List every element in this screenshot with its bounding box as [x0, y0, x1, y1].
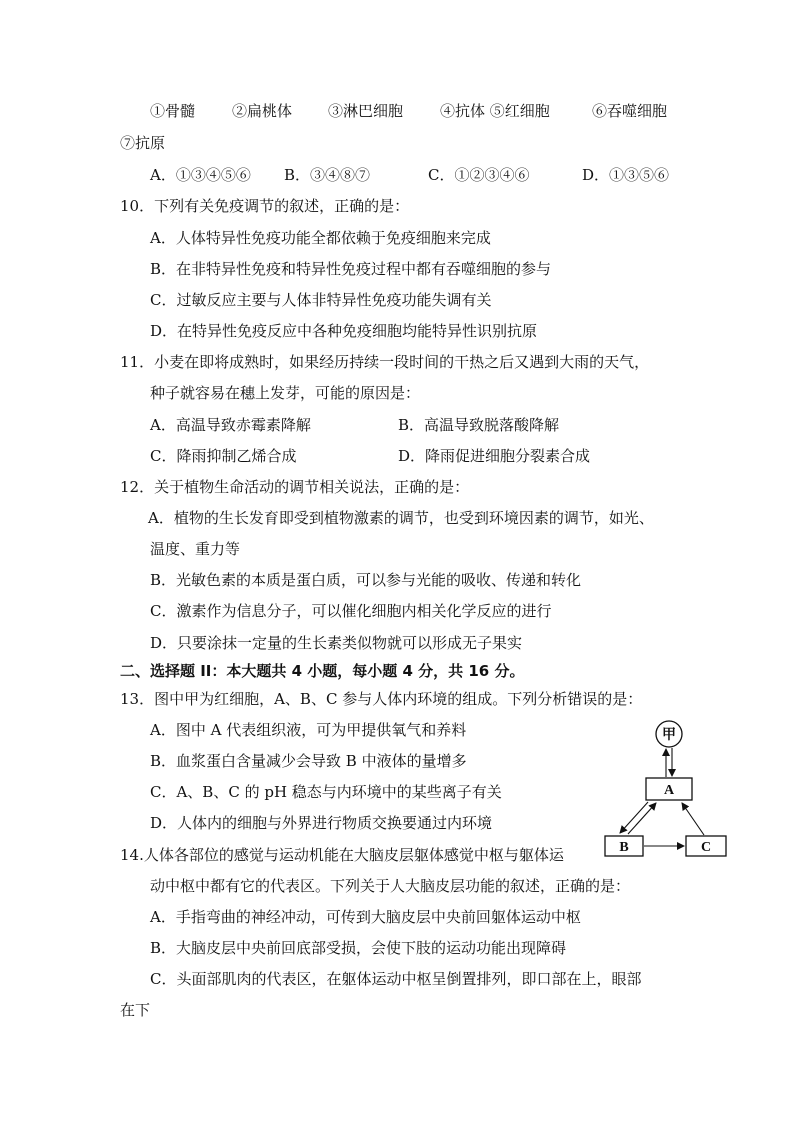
q13-option-a: A．图中 A 代表组织液，可为甲提供氧气和养料: [150, 721, 467, 739]
arrow-a-to-b: [620, 802, 648, 833]
item-2: ②扁桃体: [232, 102, 293, 120]
q12-stem: 12．关于植物生命活动的调节相关说法，正确的是：: [120, 478, 470, 496]
node-c-label: C: [700, 840, 712, 855]
q11-stem-line1: 11．小麦在即将成熟时，如果经历持续一段时间的干热之后又遇到大雨的天气，: [120, 353, 650, 371]
item-6: ⑥吞噬细胞: [592, 102, 668, 120]
arrow-b-to-a: [628, 803, 656, 834]
item-7: ⑦抗原: [120, 134, 166, 152]
q10-option-a: A．人体特异性免疫功能全都依赖于免疫细胞来完成: [150, 229, 491, 247]
section-2-heading: 二、选择题 II：本大题共 4 小题，每小题 4 分，共 16 分。: [120, 662, 525, 680]
q12-option-b: B．光敏色素的本质是蛋白质，可以参与光能的吸收、传递和转化: [150, 571, 582, 589]
q12-option-a-line2: 温度、重力等: [150, 540, 241, 558]
q13-option-d: D．人体内的细胞与外界进行物质交换要通过内环境: [150, 814, 493, 832]
node-jia-label: 甲: [662, 728, 676, 743]
q14-option-c-line2: 在下: [120, 1001, 151, 1019]
q10-stem: 10．下列有关免疫调节的叙述，正确的是：: [120, 197, 410, 215]
q14-stem-line1: 14.人体各部位的感觉与运动机能在大脑皮层躯体感觉中枢与躯体运: [120, 846, 564, 864]
q12-option-a-line1: A．植物的生长发育即受到植物激素的调节，也受到环境因素的调节，如光、: [148, 509, 654, 527]
q11-option-b: B．高温导致脱落酸降解: [398, 416, 560, 434]
q11-option-a: A．高温导致赤霉素降解: [150, 416, 311, 434]
q14-option-b: B．大脑皮层中央前回底部受损，会使下肢的运动功能出现障碍: [150, 939, 567, 957]
q14-stem-line2: 动中枢中都有它的代表区。下列关于人大脑皮层功能的叙述，正确的是：: [150, 877, 631, 895]
q12-option-d: D．只要涂抹一定量的生长素类似物就可以形成无子果实: [150, 634, 523, 652]
q14-option-a: A．手指弯曲的神经冲动，可传到大脑皮层中央前回躯体运动中枢: [150, 908, 581, 926]
q11-stem-line2: 种子就容易在穗上发芽，可能的原因是：: [150, 384, 421, 402]
q10-option-d: D．在特异性免疫反应中各种免疫细胞均能特异性识别抗原: [150, 322, 538, 340]
q10-option-b: B．在非特异性免疫和特异性免疫过程中都有吞噬细胞的参与: [150, 260, 552, 278]
q10-option-c: C．过敏反应主要与人体非特异性免疫功能失调有关: [150, 291, 492, 309]
body-fluid-diagram: [600, 718, 730, 863]
intro-option-b: B．③④⑧⑦: [284, 166, 371, 184]
node-a-label: A: [663, 783, 675, 798]
q11-option-d: D．降雨促进细胞分裂素合成: [398, 447, 591, 465]
q13-stem: 13．图中甲为红细胞，A、B、C 参与人体内环境的组成。下列分析错误的是：: [120, 690, 643, 708]
intro-option-c: C．①②③④⑥: [428, 166, 530, 184]
item-1: ①骨髓: [150, 102, 196, 120]
intro-option-a: A．①③④⑤⑥: [150, 166, 251, 184]
q14-option-c-line1: C．头面部肌肉的代表区，在躯体运动中枢呈倒置排列，即口部在上，眼部: [150, 970, 642, 988]
q12-option-c: C．激素作为信息分子，可以催化细胞内相关化学反应的进行: [150, 602, 552, 620]
node-b-label: B: [619, 840, 629, 855]
q11-option-c: C．降雨抑制乙烯合成: [150, 447, 297, 465]
q13-option-c: C．A、B、C 的 pH 稳态与内环境中的某些离子有关: [150, 783, 502, 801]
intro-option-d: D．①③⑤⑥: [582, 166, 670, 184]
item-3: ③淋巴细胞: [328, 102, 404, 120]
arrow-c-to-a: [682, 803, 704, 835]
item-4-5: ④抗体 ⑤红细胞: [440, 102, 550, 120]
q13-option-b: B．血浆蛋白含量减少会导致 B 中液体的量增多: [150, 752, 467, 770]
